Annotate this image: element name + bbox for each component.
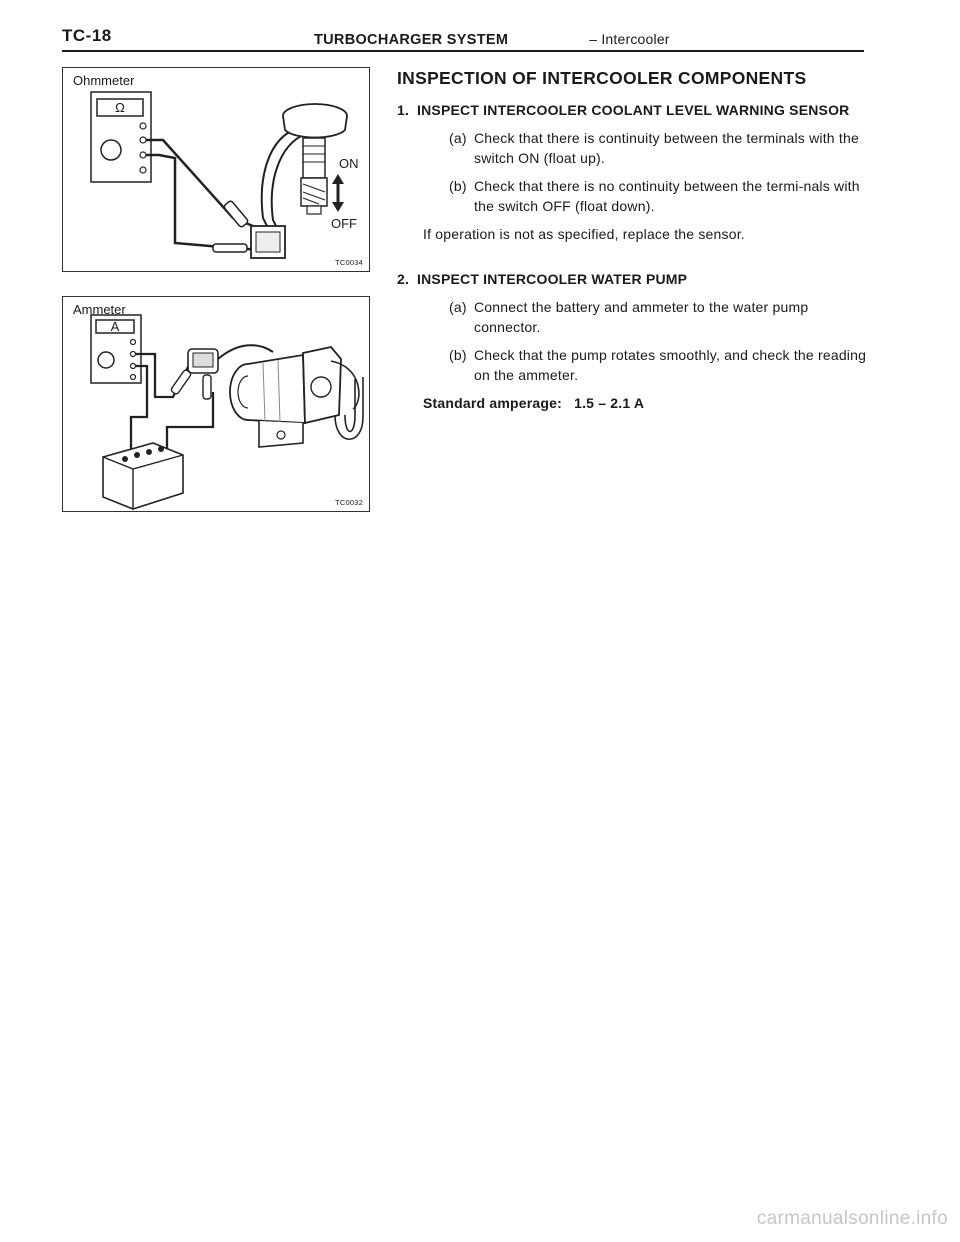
- header-divider: [62, 50, 864, 52]
- ohmmeter-terminal: [140, 137, 146, 143]
- step-1: [397, 101, 877, 120]
- ammeter-symbol: A: [110, 319, 120, 334]
- inspection-content: [397, 68, 877, 413]
- section-title: INSPECTION OF INTERCOOLER COMPONENTS: [397, 68, 807, 88]
- substep-text: Connect the battery and ammeter to the water pump connector.: [474, 299, 809, 335]
- spec-label: Standard amperage:: [423, 395, 562, 411]
- page-title-main: TURBOCHARGER SYSTEM: [314, 32, 509, 48]
- ohmmeter-terminal: [140, 123, 146, 129]
- substep-2b: [397, 345, 877, 385]
- page-header: [62, 26, 862, 52]
- test-probe: [203, 375, 211, 399]
- test-probe: [223, 200, 249, 228]
- test-probe: [213, 244, 247, 252]
- substep-number: (b): [449, 178, 467, 194]
- substep-number: (a): [449, 299, 467, 315]
- ohmmeter-terminal: [140, 152, 146, 158]
- standard-amperage-spec: [397, 393, 877, 413]
- substep-text: Check that there is no continuity between the termi-nals with the switch OFF (float down).: [474, 178, 860, 214]
- step-title: INSPECT INTERCOOLER COOLANT LEVEL WARNING SENSOR: [417, 102, 850, 118]
- ohmmeter-terminal: [140, 167, 146, 173]
- sensor-cable: [272, 134, 305, 228]
- pump-motor-body: [248, 355, 305, 423]
- substep-number: (b): [449, 347, 467, 363]
- ohmmeter-illustration: [63, 68, 369, 271]
- figure-code: TC0034: [335, 258, 363, 267]
- substep-2a: [397, 297, 877, 337]
- watermark: carmanualsonline.info: [756, 1208, 948, 1229]
- ohmmeter-symbol: Ω: [115, 100, 125, 115]
- substep-1a: [397, 128, 877, 168]
- substep-text: Check that there is continuity between the terminals with the switch ON (float up).: [474, 130, 859, 166]
- page-title-sub: – Intercooler: [589, 31, 670, 47]
- step-2: [397, 270, 877, 289]
- test-lead: [167, 392, 213, 457]
- connector-socket: [256, 232, 280, 252]
- figure-ammeter: [62, 296, 370, 512]
- substep-number: (a): [449, 130, 467, 146]
- figure-label: Ammeter: [73, 302, 126, 317]
- ohmmeter-dial: [101, 140, 121, 160]
- figure-code: TC0032: [335, 498, 363, 507]
- step-number: 1.: [397, 102, 410, 118]
- switch-on-label: ON: [339, 156, 359, 171]
- figure-label: Ohmmeter: [73, 73, 135, 88]
- sensor-head-side: [283, 116, 347, 138]
- step-title: INSPECT INTERCOOLER WATER PUMP: [417, 271, 688, 287]
- pump-wire: [218, 345, 273, 359]
- substep-text: Check that the pump rotates smoothly, and check the reading on the ammeter.: [474, 347, 867, 383]
- test-lead: [146, 155, 263, 250]
- spec-value: 1.5 – 2.1 A: [574, 395, 645, 411]
- substep-1b: [397, 176, 877, 216]
- ammeter-illustration: [63, 297, 369, 511]
- step-1-note: If operation is not as specified, replace the sensor.: [423, 226, 745, 242]
- battery: [103, 443, 183, 509]
- sensor-stem: [303, 138, 325, 178]
- switch-off-label: OFF: [331, 216, 357, 231]
- page-title: [314, 29, 670, 49]
- page-code: TC-18: [62, 26, 112, 45]
- test-probe: [170, 369, 191, 395]
- ammeter-dial: [98, 352, 114, 368]
- figure-ohmmeter: [62, 67, 370, 272]
- step-number: 2.: [397, 271, 410, 287]
